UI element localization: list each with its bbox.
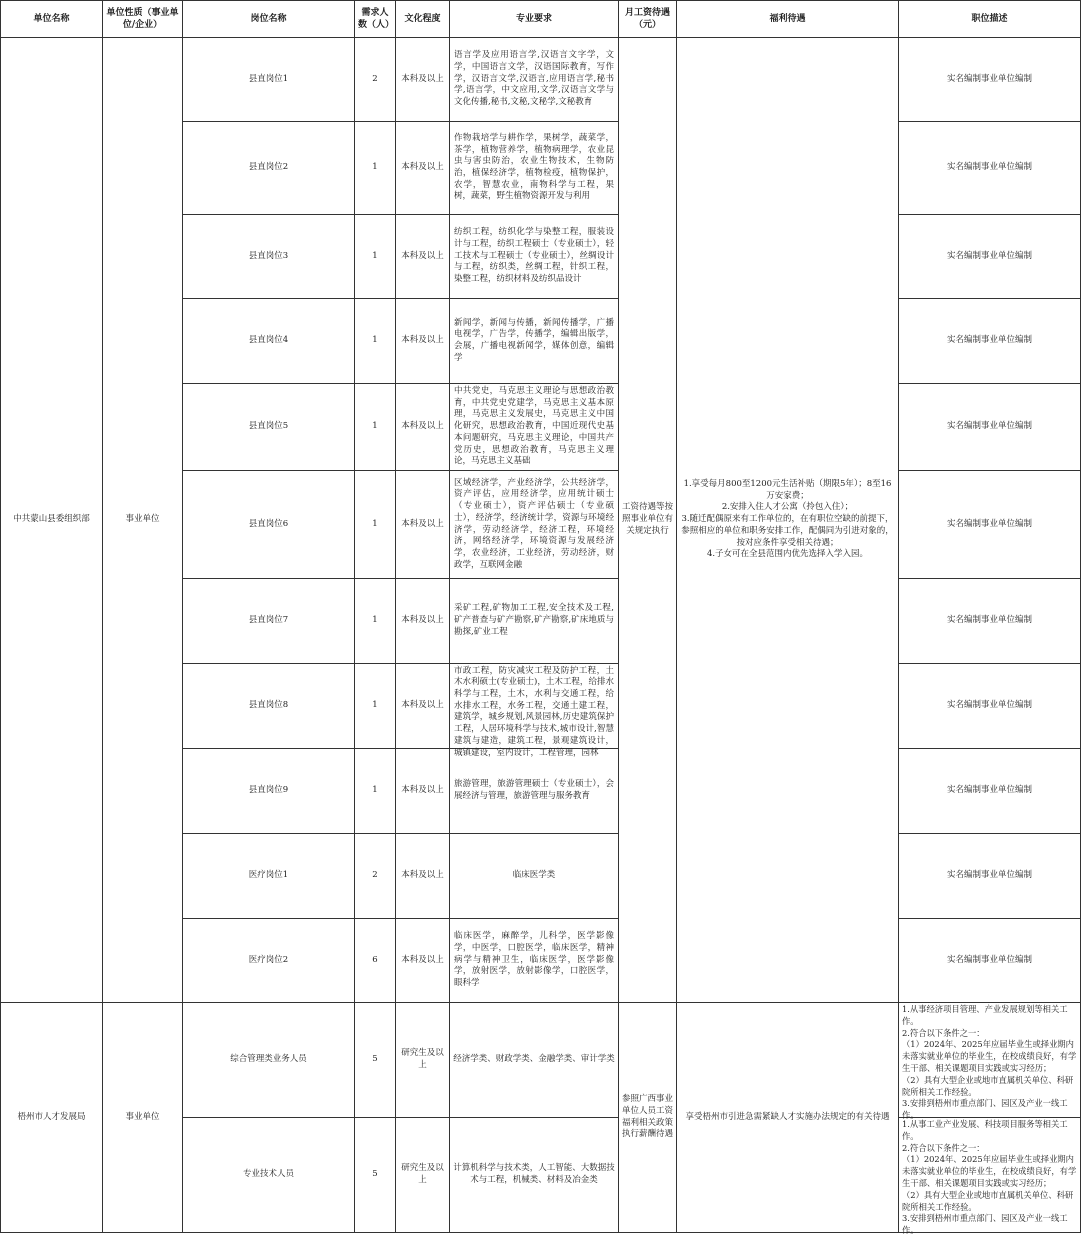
post-name: 县直岗位2 <box>183 122 355 215</box>
header-count: 需求人数（人） <box>355 1 396 38</box>
header-education: 文化程度 <box>396 1 450 38</box>
education: 本科及以上 <box>396 384 450 471</box>
post-description: 实名编制事业单位编制 <box>899 471 1081 579</box>
post-description: 实名编制事业单位编制 <box>899 122 1081 215</box>
header-row <box>1 1 1081 38</box>
header-post: 岗位名称 <box>183 1 355 38</box>
post-count: 1 <box>355 122 396 215</box>
post-name: 县直岗位5 <box>183 384 355 471</box>
major-requirement: 临床医学，麻醉学，儿科学，医学影像学，中医学，口腔医学，临床医学，精神病学与精神卫生，临床医学，医学影像学，放射医学，放射影像学，口腔医学，眼科学 <box>450 919 619 1003</box>
post-description: 实名编制事业单位编制 <box>899 834 1081 919</box>
education: 本科及以上 <box>396 471 450 579</box>
education: 本科及以上 <box>396 919 450 1003</box>
major-requirement: 语言学及应用语言学,汉语言文字学，文学，中国语言文学，汉语国际教育，写作学，汉语言文学,汉语言,应用语言学,秘书学,语言学，中文应用,文学,汉语言文学与文化传播,秘书,文秘,文秘学,文秘教育 <box>450 38 619 122</box>
header-unit: 单位名称 <box>1 1 103 38</box>
post-description: 实名编制事业单位编制 <box>899 579 1081 664</box>
post-description <box>899 1118 1081 1236</box>
post-count: 5 <box>355 1003 396 1118</box>
post-description-text: 1.从事工业产业发展、科技项目服务等相关工作。 2.符合以下条件之一： （1）2024年、2025年应届毕业生或择业期内未落实就业单位的毕业生，在校成绩良好，有学生干部、相关课题项目实践或实习经历； （2）具有大型企业或地市直属机关单位、科研院所相关工作经验。 3.安排到梧州市重点部门、园区及产业一线工作。 <box>902 1119 1077 1236</box>
education: 本科及以上 <box>396 579 450 664</box>
post-description: 实名编制事业单位编制 <box>899 664 1081 749</box>
major-requirement: 中共党史，马克思主义理论与思想政治教育，中共党史党建学，马克思主义基本原理，马克思主义发展史，马克思主义中国化研究，思想政治教育，中国近现代史基本问题研究，马克思主义理论，中国共产党历史，思想政治教育，马克思主义理论，马克思主义基础 <box>450 384 619 471</box>
table-row <box>1 38 1081 122</box>
post-name: 专业技术人员 <box>183 1118 355 1233</box>
major-requirement: 采矿工程,矿物加工工程,安全技术及工程,矿产普查与矿产勘察,矿产勘察,矿床地质与勘探,矿业工程 <box>450 579 619 664</box>
major-requirement: 作物栽培学与耕作学，果树学，蔬菜学，茶学，植物营养学，植物病理学，农业昆虫与害虫防治，农业生物技术，生物防治，植保经济学，植物检疫，植物保护，农学，智慧农业，南物科学与工程，果树，蔬菜，野生植物资源开发与利用 <box>450 122 619 215</box>
post-count: 1 <box>355 215 396 299</box>
education: 本科及以上 <box>396 664 450 749</box>
header-description: 职位描述 <box>899 1 1081 38</box>
post-count: 1 <box>355 471 396 579</box>
post-count: 6 <box>355 919 396 1003</box>
education: 研究生及以上 <box>396 1118 450 1233</box>
unit-name: 梧州市人才发展局 <box>1 1003 103 1233</box>
post-name: 县直岗位1 <box>183 38 355 122</box>
major-requirement: 临床医学类 <box>450 834 619 919</box>
major-requirement: 区域经济学，产业经济学，公共经济学，资产评估，应用经济学，应用统计硕士（专业硕士），资产评估硕士（专业硕士），经济学，经济统计学，资源与环境经济学，劳动经济学，经济工程，环境经济，网络经济学，环境资源与发展经济学，农业经济，工业经济，劳动经济，财政学，互联网金融 <box>450 471 619 579</box>
post-name: 医疗岗位2 <box>183 919 355 1003</box>
post-description <box>899 1003 1081 1121</box>
post-description-text: 1.从事经济项目管理、产业发展规划等相关工作。 2.符合以下条件之一： （1）2024年、2025年应届毕业生或择业期内未落实就业单位的毕业生，在校成绩良好，有学生干部、相关课题项目实践或实习经历； （2）具有大型企业或地市直属机关单位、科研院所相关工作经验。 3.安排到梧州市重点部门、园区及产业一线工作。 <box>902 1004 1077 1121</box>
post-name: 县直岗位8 <box>183 664 355 749</box>
major-requirement: 新闻学，新闻与传播，新闻传播学，广播电视学，广告学，传播学，编辑出版学，会展，广播电视新闻学，媒体创意，编辑学 <box>450 299 619 384</box>
header-welfare: 福利待遇 <box>677 1 899 38</box>
post-name: 医疗岗位1 <box>183 834 355 919</box>
post-name: 县直岗位4 <box>183 299 355 384</box>
major-requirement: 旅游管理，旅游管理硕士（专业硕士），会展经济与管理，旅游管理与服务教育 <box>450 749 619 834</box>
education: 研究生及以上 <box>396 1003 450 1118</box>
post-count: 1 <box>355 384 396 471</box>
education: 本科及以上 <box>396 749 450 834</box>
major-requirement-text: 市政工程，防灾减灾工程及防护工程，土木水利硕士(专业硕士)，土木工程，给排水科学与工程，土木，水利与交通工程，给水排水工程，水务工程，交通土建工程，建筑学，城乡规划,风景园林,历史建筑保护工程，人居环境科学与技术,城市设计,智慧建筑与建造，建筑工程，景观建筑设计，城镇建设，室内设计，工程管理，园林 <box>454 665 614 758</box>
post-description: 实名编制事业单位编制 <box>899 215 1081 299</box>
post-description: 实名编制事业单位编制 <box>899 38 1081 122</box>
post-name: 县直岗位3 <box>183 215 355 299</box>
unit-nature: 事业单位 <box>103 1003 183 1233</box>
post-count: 2 <box>355 834 396 919</box>
major-requirement: 纺织工程，纺织化学与染整工程，服装设计与工程，纺织工程硕士（专业硕士），轻工技术与工程硕士（专业硕士），丝绸设计与工程，纺织类，丝绸工程，针织工程，染整工程，纺织材料及纺织品设计 <box>450 215 619 299</box>
post-description: 实名编制事业单位编制 <box>899 919 1081 1003</box>
post-count: 1 <box>355 664 396 749</box>
post-count: 1 <box>355 579 396 664</box>
post-description: 实名编制事业单位编制 <box>899 749 1081 834</box>
header-salary: 月工资待遇（元） <box>619 1 677 38</box>
post-count: 2 <box>355 38 396 122</box>
post-name: 县直岗位6 <box>183 471 355 579</box>
table-row <box>1 1003 1081 1118</box>
salary: 工资待遇等按照事业单位有关规定执行 <box>619 38 677 1003</box>
education: 本科及以上 <box>396 122 450 215</box>
major-requirement <box>450 664 619 758</box>
education: 本科及以上 <box>396 38 450 122</box>
welfare: 享受梧州市引进急需紧缺人才实施办法规定的有关待遇 <box>677 1003 899 1233</box>
post-count: 1 <box>355 299 396 384</box>
post-name: 县直岗位7 <box>183 579 355 664</box>
post-count: 1 <box>355 749 396 834</box>
post-count: 5 <box>355 1118 396 1233</box>
welfare: 1.享受每月800至1200元生活补贴（期限5年）；8至16万安家费； 2.安排入住人才公寓（拎包入住）； 3.随迁配偶原来有工作单位的，在有职位空缺的前提下，参照相应的单位和职务安排工作，配偶同为引进对象的，按对应条件享受相关待遇； 4.子女可在全县范围内优先选择入学入园。 <box>677 38 899 1003</box>
major-requirement: 计算机科学与技术类，人工智能、大数据技术与工程，机械类、材料及冶金类 <box>450 1118 619 1233</box>
header-major: 专业要求 <box>450 1 619 38</box>
post-description: 实名编制事业单位编制 <box>899 299 1081 384</box>
major-requirement: 经济学类、财政学类、金融学类、审计学类 <box>450 1003 619 1118</box>
education: 本科及以上 <box>396 299 450 384</box>
post-name: 县直岗位9 <box>183 749 355 834</box>
unit-nature: 事业单位 <box>103 38 183 1003</box>
post-description: 实名编制事业单位编制 <box>899 384 1081 471</box>
salary: 参照广西事业单位人员工资福利相关政策执行薪酬待遇 <box>619 1003 677 1233</box>
education: 本科及以上 <box>396 215 450 299</box>
education: 本科及以上 <box>396 834 450 919</box>
post-name: 综合管理类业务人员 <box>183 1003 355 1118</box>
unit-name: 中共蒙山县委组织部 <box>1 38 103 1003</box>
header-nature: 单位性质（事业单位/企业） <box>103 1 183 38</box>
